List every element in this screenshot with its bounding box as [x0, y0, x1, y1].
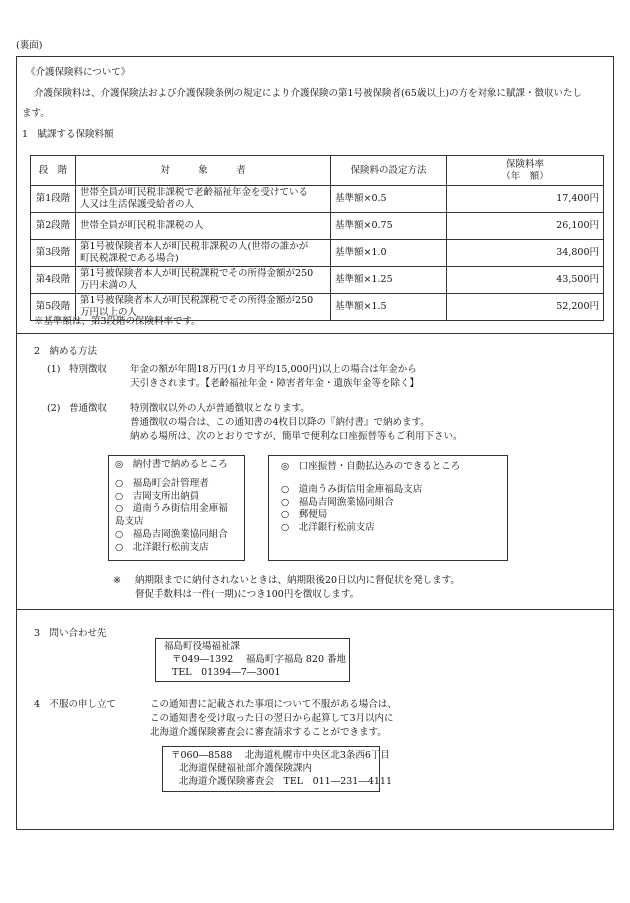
- appeal-phone: 北海道介護保険審査会 TEL 011―231―4111: [179, 775, 393, 787]
- fee-section-title: 1 賦課する保険料額: [22, 129, 114, 140]
- rate-cell: 34,800円: [447, 240, 604, 267]
- target-cell: [76, 240, 331, 267]
- rate-cell: 52,200円: [447, 294, 604, 321]
- method-cell: 基準額×1.0: [331, 240, 447, 267]
- target-cell: [76, 213, 331, 240]
- target-line: 万円未満の人: [80, 280, 138, 291]
- target-line: 第1号被保険者本人が町民税非課税の人(世帯の誰かが: [80, 241, 309, 253]
- table-row: [31, 186, 604, 213]
- special-num: (1): [47, 364, 61, 375]
- header-rate-annual: （年 額）: [501, 170, 549, 182]
- stage-cell: 第1段階: [31, 186, 76, 213]
- target-line: 町民税課税である場合): [80, 253, 179, 264]
- table-row: [31, 267, 604, 294]
- box-title: ◎ 納付書で納めるところ: [115, 459, 228, 470]
- intro-line-1: 介護保険料は、介護保険法および介護保険条例の規定により介護保険の第1号被保険者(65歳以上)の方を対象に賦課・徴収いたし: [34, 88, 583, 99]
- rate-cell: 17,400円: [447, 186, 604, 213]
- appeal-line-2: この通知書を受け取った日の翌日から起算して3月以内に: [150, 713, 394, 724]
- special-line-2: 天引きされます。【老齢福祉年金・障害者年金・遺族年金等を除く】: [130, 378, 419, 389]
- appeal-line-1: この通知書に記載された事項について不服がある場合は、: [150, 699, 397, 710]
- ordinary-line-3: 納める場所は、次のとおりですが、簡単で便利な口座振替等もご利用下さい。: [130, 431, 463, 442]
- appeal-line-3: 北海道介護保険審査会に審査請求することができます。: [150, 727, 387, 738]
- special-line-1: 年金の額が年間18万円(1カ月平均15,000円)以上の場合は年金から: [130, 364, 417, 375]
- contact-address: 〒049―1392 福島町字福島 820 番地: [172, 653, 347, 665]
- list-item: ○ 道南うみ街信用金庫福: [115, 503, 228, 515]
- ordinary-line-2: 普通徴収の場合は、この通知書の4枚目以降の『納付書』で納めます。: [130, 417, 430, 428]
- target-line: 人又は生活保護受給者の人: [80, 199, 195, 210]
- appeal-department: 北海道保健福祉部介護保険課内: [179, 762, 313, 774]
- ordinary-label: 普通徴収: [69, 403, 108, 414]
- section-divider: [16, 333, 614, 334]
- target-line: 世帯全員が町民税非課税で老齢福祉年金を受けている: [80, 187, 309, 199]
- list-item: ○ 福島吉岡漁業協同組合: [281, 496, 394, 508]
- ordinary-num: (2): [47, 403, 61, 414]
- appeal-section-title: 4 不服の申し立て: [34, 699, 117, 710]
- reminder-mark: ※: [113, 575, 121, 586]
- reminder-line-1: 納期限までに納付されないときは、納期限後20日以内に督促状を発します。: [135, 575, 460, 586]
- auto-debit-places-box: [268, 455, 508, 561]
- list-item: 島支店: [115, 516, 144, 528]
- header-method: 保険料の設定方法: [331, 156, 447, 186]
- special-label: 特別徴収: [69, 364, 108, 375]
- contact-box: [155, 638, 350, 682]
- contact-office: 福島町役場福祉課: [164, 641, 241, 652]
- list-item: ○ 北洋銀行松前支店: [115, 541, 209, 553]
- reminder-line-2: 督促手数料は一件(一期)につき100円を徴収します。: [135, 589, 360, 600]
- ordinary-line-1: 特別徴収以外の人が普通徴収となります。: [130, 403, 310, 414]
- stage-cell: 第5段階: [31, 294, 76, 321]
- list-item: ○ 北洋銀行松前支店: [281, 522, 375, 534]
- header-rate-label: 保険料率: [505, 158, 544, 170]
- box-title: ◎ 口座振替・自動払込みのできるところ: [281, 461, 461, 472]
- payment-section-title: 2 納める方法: [34, 346, 98, 357]
- stage-cell: 第4段階: [31, 267, 76, 294]
- stage-cell: 第3段階: [31, 240, 76, 267]
- appeal-address-box: [162, 746, 393, 792]
- section-title: 《介護保険料について》: [26, 67, 131, 78]
- box-spacer: [281, 474, 495, 484]
- target-cell: [76, 267, 331, 294]
- target-line: 万円以上の人: [80, 307, 138, 318]
- target-cell: [76, 186, 331, 213]
- fee-table: [30, 155, 604, 321]
- list-item: ○ 福島吉岡漁業協同組合: [115, 529, 228, 541]
- list-item: ○ 福島町会計管理者: [115, 477, 209, 489]
- table-note: ※基準額は、第3段階の保険料率です。: [34, 316, 201, 327]
- fee-table-header: [31, 156, 604, 186]
- method-cell: 基準額×0.75: [331, 213, 447, 240]
- target-line: 世帯全員が町民税非課税の人: [80, 220, 204, 232]
- contact-section-title: 3 問い合わせ先: [34, 628, 107, 639]
- method-cell: 基準額×1.25: [331, 267, 447, 294]
- section-divider: [16, 609, 614, 610]
- appeal-address: 〒060―8588 北海道札幌市中央区北3条西6丁目: [171, 750, 390, 761]
- stage-cell: 第2段階: [31, 213, 76, 240]
- rate-cell: 26,100円: [447, 213, 604, 240]
- page-side-label: (裏面): [16, 40, 43, 51]
- list-item: ○ 吉岡支所出納員: [115, 490, 200, 502]
- header-stage: 段 階: [31, 156, 76, 186]
- intro-line-2: ます。: [22, 108, 50, 119]
- header-target: 対 象 者: [76, 156, 331, 186]
- rate-cell: 43,500円: [447, 267, 604, 294]
- list-item: ○ 郵便局: [281, 509, 328, 521]
- payment-slip-places-box: [108, 455, 245, 561]
- contact-phone: TEL 01394―7―3001: [172, 666, 281, 678]
- table-row: [31, 213, 604, 240]
- list-item: ○ 道南うみ街信用金庫福島支店: [281, 483, 423, 495]
- method-cell: 基準額×0.5: [331, 186, 447, 213]
- target-line: 第1号被保険者本人が町民税課税でその所得金額が250: [80, 295, 314, 307]
- method-cell: 基準額×1.5: [331, 294, 447, 321]
- table-row: [31, 240, 604, 267]
- target-line: 第1号被保険者本人が町民税課税でその所得金額が250: [80, 268, 314, 280]
- header-rate: [447, 156, 604, 186]
